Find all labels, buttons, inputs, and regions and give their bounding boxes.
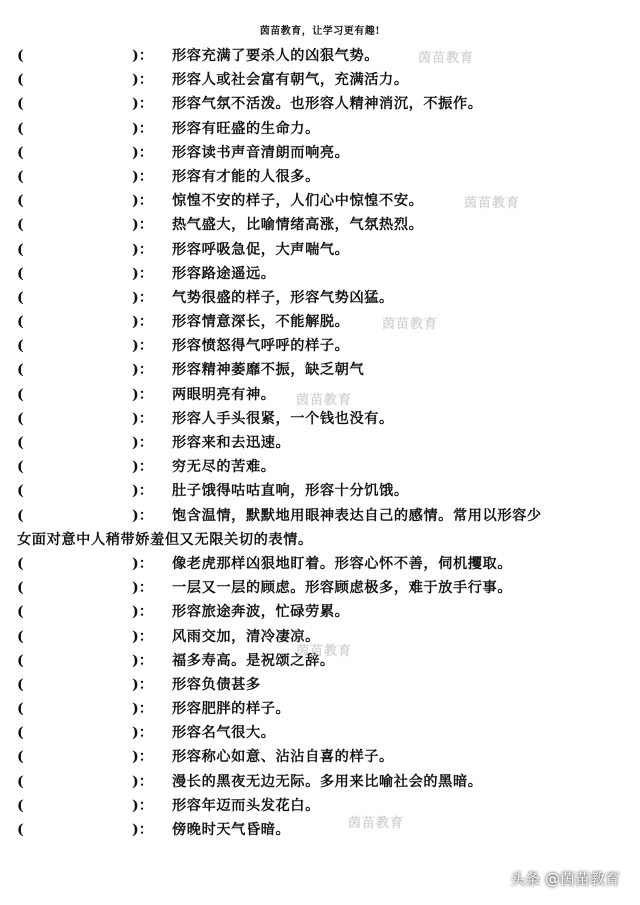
list-item bbox=[17, 770, 627, 794]
blank-close-paren: )： bbox=[132, 459, 153, 476]
definition-text: 惊惶不安的样子，人们心中惊惶不安。 bbox=[172, 193, 424, 210]
blank-close-paren: )： bbox=[132, 386, 153, 403]
blank-open-paren: ( bbox=[17, 386, 24, 403]
list-item bbox=[17, 92, 627, 116]
page-header: 茵苗教育，让学习更有趣! bbox=[259, 26, 381, 37]
list-item bbox=[17, 44, 627, 68]
watermark: 茵苗教育 bbox=[382, 317, 439, 332]
list-item bbox=[17, 600, 627, 624]
blank-open-paren: ( bbox=[17, 362, 24, 379]
definition-text: 气势很盛的样子，形容气势凶猛。 bbox=[172, 289, 394, 306]
definition-text: 形容有才能的人很多。 bbox=[172, 168, 320, 185]
blank-open-paren: ( bbox=[17, 314, 24, 331]
blank-open-paren: ( bbox=[17, 410, 24, 427]
definition-text: 形容人手头很紧，一个钱也没有。 bbox=[172, 410, 394, 427]
list-item bbox=[17, 479, 627, 503]
blank-close-paren: )： bbox=[132, 676, 153, 693]
blank-open-paren: ( bbox=[17, 822, 24, 838]
definition-text: 形容名气很大。 bbox=[172, 725, 276, 742]
definition-text: 形容充满了要杀人的凶狠气势。 bbox=[172, 48, 380, 64]
blank-close-paren: )： bbox=[132, 96, 153, 113]
blank-close-paren: )： bbox=[132, 725, 153, 742]
list-item bbox=[17, 818, 627, 842]
blank-open-paren: ( bbox=[17, 48, 24, 64]
definition-text: 像老虎那样凶狠地盯着。形容心怀不善，伺机攫取。 bbox=[172, 555, 513, 572]
blank-close-paren: )： bbox=[132, 241, 153, 258]
blank-open-paren: ( bbox=[17, 217, 24, 234]
blank-open-paren: ( bbox=[17, 652, 24, 669]
definition-text: 形容有旺盛的生命力。 bbox=[172, 120, 320, 137]
list-item bbox=[17, 262, 627, 286]
blank-close-paren: )： bbox=[132, 604, 153, 621]
blank-open-paren: ( bbox=[17, 193, 24, 210]
definition-text: 形容读书声音清朗而响亮。 bbox=[172, 144, 350, 161]
definition-text: 形容旅途奔波，忙碌劳累。 bbox=[172, 604, 350, 621]
definition-text: 形容肥胖的样子。 bbox=[172, 701, 291, 718]
list-item bbox=[17, 431, 627, 455]
blank-open-paren: ( bbox=[17, 459, 24, 476]
blank-close-paren: )： bbox=[132, 314, 153, 331]
list-item bbox=[17, 117, 627, 141]
definition-text: 形容呼吸急促，大声喘气。 bbox=[172, 241, 350, 258]
blank-close-paren: )： bbox=[132, 628, 153, 645]
list-item bbox=[17, 794, 627, 818]
blank-close-paren: )： bbox=[132, 580, 153, 597]
list-item bbox=[17, 407, 627, 431]
watermark: 茵苗教育 bbox=[296, 644, 353, 659]
idiom-list bbox=[17, 44, 627, 842]
blank-open-paren: ( bbox=[17, 72, 24, 89]
blank-open-paren: ( bbox=[17, 797, 24, 814]
blank-open-paren: ( bbox=[17, 701, 24, 718]
definition-text: 肚子饿得咕咕直响，形容十分饥饿。 bbox=[172, 483, 409, 500]
blank-open-paren: ( bbox=[17, 483, 24, 500]
definition-text: 热气盛大，比喻情绪高涨，气氛热烈。 bbox=[172, 217, 424, 234]
blank-close-paren: )： bbox=[132, 773, 153, 790]
list-item bbox=[17, 673, 627, 697]
definition-text: 形容情意深长，不能解脱。 bbox=[172, 314, 350, 331]
list-item bbox=[17, 165, 627, 189]
blank-close-paren: )： bbox=[132, 265, 153, 282]
blank-close-paren: )： bbox=[132, 289, 153, 306]
blank-open-paren: ( bbox=[17, 96, 24, 113]
blank-close-paren: )： bbox=[132, 410, 153, 427]
blank-open-paren: ( bbox=[17, 725, 24, 742]
watermark: 茵苗教育 bbox=[296, 393, 353, 408]
blank-close-paren: )： bbox=[132, 72, 153, 89]
list-item bbox=[17, 528, 627, 552]
definition-text: 傍晚时天气昏暗。 bbox=[172, 822, 291, 838]
blank-open-paren: ( bbox=[17, 168, 24, 185]
list-item bbox=[17, 504, 627, 528]
definition-text: 两眼明亮有神。 bbox=[172, 386, 276, 403]
list-item bbox=[17, 697, 627, 721]
list-item bbox=[17, 286, 627, 310]
blank-open-paren: ( bbox=[17, 604, 24, 621]
blank-close-paren: )： bbox=[132, 797, 153, 814]
blank-open-paren: ( bbox=[17, 435, 24, 451]
list-item bbox=[17, 141, 627, 165]
blank-close-paren: )： bbox=[132, 338, 153, 355]
blank-close-paren: )： bbox=[132, 822, 153, 838]
definition-text: 形容来和去迅速。 bbox=[172, 435, 291, 451]
blank-open-paren: ( bbox=[17, 507, 24, 524]
list-item bbox=[17, 552, 627, 576]
blank-close-paren: )： bbox=[132, 652, 153, 669]
definition-text: 形容气氛不活泼。也形容人精神消沉，不振作。 bbox=[172, 96, 483, 113]
definition-text: 形容精神萎靡不振，缺乏朝气 bbox=[172, 362, 365, 379]
footer-attribution: 头条 @茵苗教育 bbox=[510, 870, 620, 888]
definition-text: 穷无尽的苦难。 bbox=[172, 459, 276, 476]
blank-open-paren: ( bbox=[17, 241, 24, 258]
definition-text: 风雨交加，清冷凄凉。 bbox=[172, 628, 320, 645]
definition-continuation: 女面对意中人稍带娇羞但又无限关切的表情。 bbox=[17, 531, 313, 548]
blank-close-paren: )： bbox=[132, 701, 153, 718]
list-item bbox=[17, 189, 627, 213]
blank-open-paren: ( bbox=[17, 773, 24, 790]
blank-close-paren: )： bbox=[132, 48, 153, 64]
list-item bbox=[17, 310, 627, 334]
list-item bbox=[17, 68, 627, 92]
definition-text: 一层又一层的顾虑。形容顾虑极多，难于放手行事。 bbox=[172, 580, 513, 597]
definition-text: 形容路途遥远。 bbox=[172, 265, 276, 282]
watermark: 茵苗教育 bbox=[464, 196, 521, 211]
blank-open-paren: ( bbox=[17, 120, 24, 137]
blank-close-paren: )： bbox=[132, 507, 153, 524]
definition-text: 形容年迈而头发花白。 bbox=[172, 797, 320, 814]
list-item bbox=[17, 745, 627, 769]
definition-text: 饱含温情，默默地用眼神表达自己的感情。常用以形容少 bbox=[172, 507, 542, 524]
list-item bbox=[17, 358, 627, 382]
definition-text: 形容愤怒得气呼呼的样子。 bbox=[172, 338, 350, 355]
blank-close-paren: )： bbox=[132, 217, 153, 234]
definition-text: 形容人或社会富有朝气，充满活力。 bbox=[172, 72, 409, 89]
blank-close-paren: )： bbox=[132, 362, 153, 379]
blank-close-paren: )： bbox=[132, 193, 153, 210]
definition-text: 漫长的黑夜无边无际。多用来比喻社会的黑暗。 bbox=[172, 773, 483, 790]
list-item bbox=[17, 213, 627, 237]
blank-open-paren: ( bbox=[17, 749, 24, 766]
blank-close-paren: )： bbox=[132, 168, 153, 185]
blank-open-paren: ( bbox=[17, 289, 24, 306]
watermark: 茵苗教育 bbox=[348, 816, 405, 831]
definition-text: 形容称心如意、沾沾自喜的样子。 bbox=[172, 749, 394, 766]
watermark: 茵苗教育 bbox=[418, 51, 475, 66]
blank-open-paren: ( bbox=[17, 555, 24, 572]
blank-open-paren: ( bbox=[17, 580, 24, 597]
blank-open-paren: ( bbox=[17, 676, 24, 693]
blank-open-paren: ( bbox=[17, 144, 24, 161]
definition-text: 形容负债甚多 bbox=[172, 676, 261, 693]
definition-text: 福多寿高。是祝颂之辞。 bbox=[172, 652, 335, 669]
list-item bbox=[17, 576, 627, 600]
list-item bbox=[17, 455, 627, 479]
list-item bbox=[17, 334, 627, 358]
blank-close-paren: )： bbox=[132, 749, 153, 766]
blank-close-paren: )： bbox=[132, 483, 153, 500]
blank-open-paren: ( bbox=[17, 338, 24, 355]
blank-close-paren: )： bbox=[132, 120, 153, 137]
blank-open-paren: ( bbox=[17, 628, 24, 645]
blank-close-paren: )： bbox=[132, 144, 153, 161]
blank-open-paren: ( bbox=[17, 265, 24, 282]
list-item bbox=[17, 721, 627, 745]
list-item bbox=[17, 238, 627, 262]
blank-close-paren: )： bbox=[132, 435, 153, 451]
blank-close-paren: )： bbox=[132, 555, 153, 572]
